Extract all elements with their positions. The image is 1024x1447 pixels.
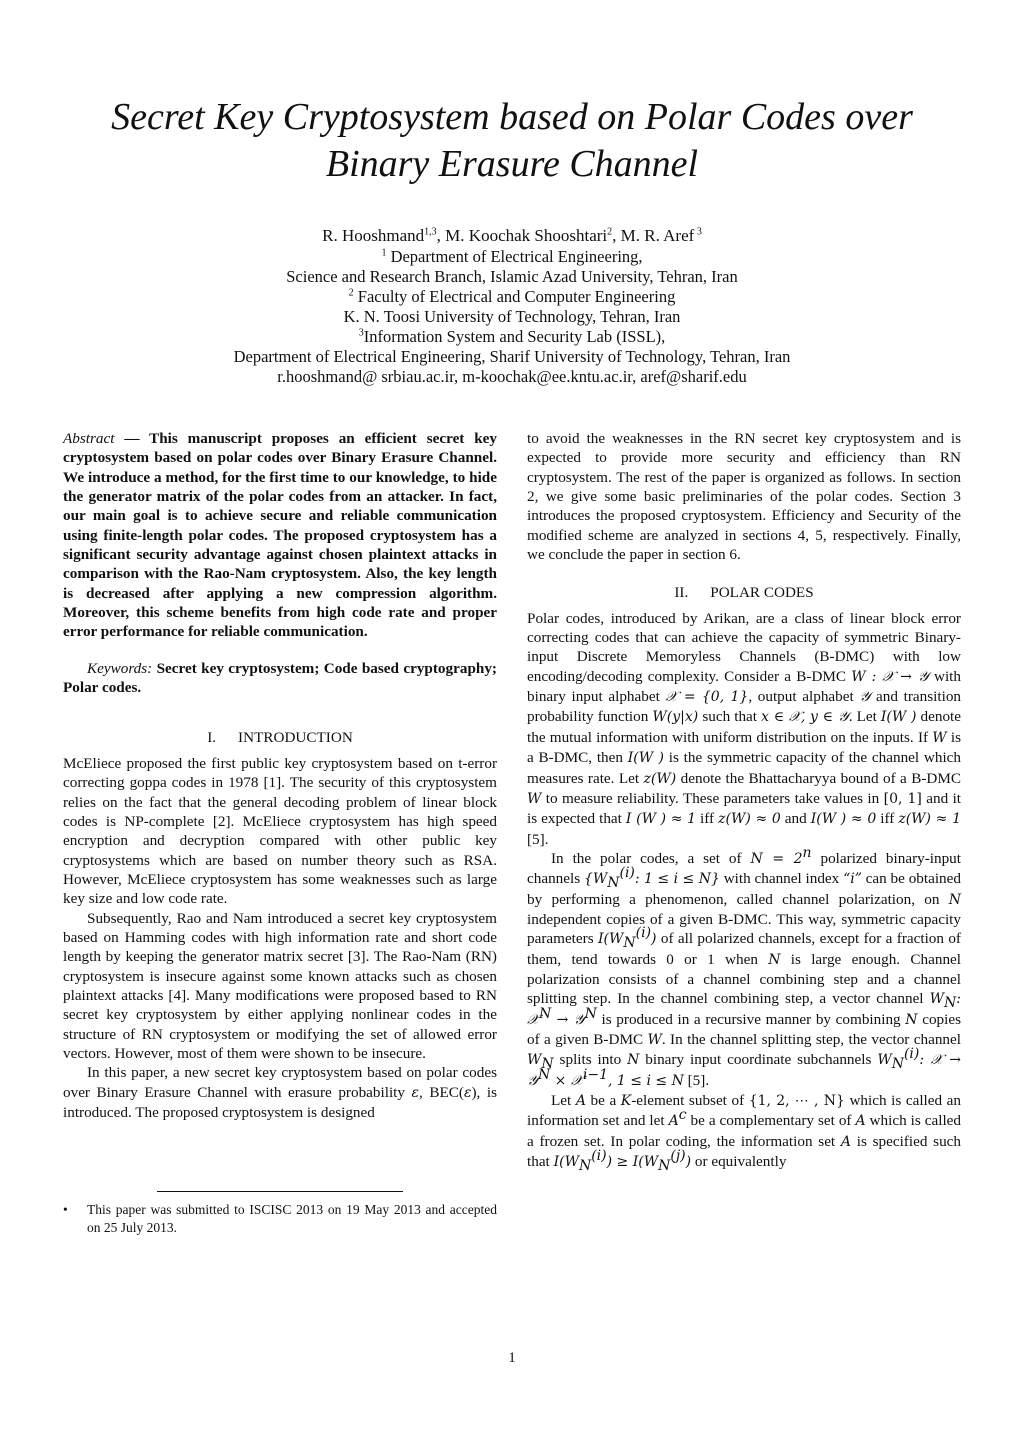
text-run: is produced in a recursive manner by combining [596, 1010, 906, 1028]
math-run: z(W) ≈ 1 [898, 811, 961, 828]
text-run: of all polarized channels, except for a fraction of them, tend towards 0 or 1 when [527, 930, 961, 968]
math-run: I (W ) ≈ 1 [625, 811, 697, 828]
footnote-rule [157, 1191, 403, 1192]
text-run: splits into [553, 1051, 628, 1069]
abstract-label: Abstract [63, 430, 115, 447]
intro-continued: to avoid the weaknesses in the RN secret key cryptosystem and is expected to provide more security and efficiency than RN cryptosystem. The rest of the paper is organized as follows. In section 2, we give some basic preliminaries of the polar codes. Section 3 introduces the proposed cryptosystem. Efficiency and Security of the modified scheme are analyzed in sections 4, 5, respectively. Finally, we conclude the paper in section 6. [527, 430, 961, 564]
text-run: to measure reliability. These parameters take values in [541, 789, 884, 807]
text-run: . Let [848, 708, 881, 726]
math-run: I(W [597, 931, 624, 948]
text-run: iff [876, 810, 899, 828]
math-sub: N [944, 995, 957, 1012]
affiliation-3-mark: 3 [358, 327, 364, 339]
math-run: z(W) ≈ 0 [718, 811, 781, 828]
math-run: A [575, 1093, 586, 1109]
math-sub: N [541, 1056, 554, 1073]
title-line-1: Secret Key Cryptosystem based on Polar Codes over [111, 96, 913, 138]
math-sup: (i) [619, 865, 635, 882]
intro-p3-part: ), is introduced. The proposed cryptosystem is designed [63, 1083, 497, 1121]
math-sub: N [658, 1158, 671, 1175]
math-run: [0, 1] [883, 790, 922, 807]
polar-paragraph-3 [527, 1091, 962, 1175]
text-run: and [780, 810, 811, 828]
math-run: → 𝒴 [551, 1011, 585, 1028]
abstract [63, 429, 497, 642]
math-run: , 1 ≤ i ≤ N [608, 1072, 684, 1089]
left-column [63, 429, 497, 1122]
text-run: and transition probability function [527, 688, 962, 726]
math-sup: c [678, 1107, 687, 1124]
polar-paragraph-2 [527, 844, 962, 1091]
math-run: ) [651, 931, 657, 948]
math-sup: N [584, 1005, 597, 1022]
math-run: I(W ) [627, 750, 665, 767]
math-run: × 𝒳 [550, 1072, 583, 1089]
author-1: R. Hooshmand [322, 226, 425, 245]
math-run: W(y|x) [652, 709, 699, 726]
text-run: and it is expected that [527, 789, 962, 828]
text-run: which is called an information set and let [527, 1092, 962, 1130]
math-run: I(W ) [880, 709, 917, 726]
math-epsilon: ε [463, 1084, 472, 1101]
math-sup: (i) [635, 925, 652, 942]
affiliation-3-text: Information System and Security Lab (ISSL), [363, 327, 666, 346]
math-sup: (i) [591, 1147, 607, 1164]
keywords-text: Secret key cryptosystem; Code based cryptography; Polar codes. [63, 659, 497, 697]
math-sup: N [537, 1066, 551, 1083]
text-run: is a B-DMC, then [527, 728, 961, 767]
math-run: W [527, 1052, 542, 1069]
math-run: A [855, 1113, 866, 1130]
math-run: N = 2 [750, 850, 803, 867]
math-run: W [527, 790, 542, 807]
text-run: , output alphabet [748, 688, 860, 706]
math-sup: N [539, 1005, 552, 1022]
affiliation-2b: K. N. Toosi University of Technology, Tehran, Iran [343, 307, 681, 326]
math-run: ) [685, 1154, 692, 1171]
math-run: W : 𝒳 → 𝒴 [851, 668, 929, 685]
math-run: W [877, 1052, 892, 1069]
math-run: A [840, 1133, 852, 1150]
abstract-text: — This manuscript proposes an efficient secret key cryptosystem based on polar codes over Binary Erasure Channel. We introduce a method, for the first time to our knowledge, to hide the generator matrix of the polar codes from an attacker. In fact, our main goal is to achieve secure and reliable communication using finite-length polar codes. The proposed cryptosystem has a significant security advantage against chosen plaintext attacks in comparison with the Rao-Nam cryptosystem. Also, the key length is decreased after applying a new compression algorithm. Moreover, this scheme benefits from high code rate and proper error performance for reliable communication. [63, 430, 497, 641]
section-1-heading [63, 728, 497, 747]
math-sub: N [578, 1158, 592, 1175]
affiliation-2-text: Faculty of Electrical and Computer Engineering [353, 287, 676, 306]
math-run: “i” [843, 871, 862, 888]
math-run: I(W [553, 1154, 579, 1171]
text-run: polarized binary-input channels [527, 849, 961, 888]
math-run: 𝒴 [859, 689, 871, 706]
math-run: W [932, 729, 947, 746]
affiliation-1-text: Department of Electrical Engineering, [386, 247, 643, 266]
affiliation-1-mark: 1 [381, 247, 387, 259]
text-run: In the polar codes, a set of [551, 849, 751, 867]
text-run: be a [585, 1092, 621, 1109]
text-run: denote the mutual information with uniform distribution on the inputs. If [527, 708, 962, 746]
math-run: 𝒳 = {0, 1} [665, 689, 749, 706]
math-sub: N [623, 935, 636, 952]
footnote-bullet: • [63, 1202, 68, 1217]
section-1-title: INTRODUCTION [238, 729, 353, 747]
right-column [527, 429, 962, 1175]
footnote [63, 1201, 497, 1236]
math-sub: N [607, 875, 620, 892]
affiliation-3 [40, 327, 984, 347]
text-run: or equivalently [691, 1153, 787, 1171]
math-run: ) ≥ I(W [606, 1154, 659, 1171]
intro-paragraph-1: McEliece proposed the first public key cryptosystem based on t-error correcting goppa codes in 1978 [1]. The security of this cryptosystem relies on the fact that the general decoding problem of linear block codes is NP-complete [2]. McEliece cryptosystem has high speed encryption and decryption compared with other public key cryptosystems which are based on number theory such as RSA. However, McEliece cryptosystem has some weaknesses such as large key size and low code rate. [63, 754, 497, 908]
keywords [63, 659, 497, 698]
math-run: W [647, 1031, 662, 1048]
text-run: binary input coordinate subchannels [639, 1051, 878, 1069]
affiliation-2 [40, 287, 984, 307]
author-emails: r.hooshmand@ srbiau.ac.ir, m-koochak@ee.kntu.ac.ir, aref@sharif.edu [277, 367, 747, 386]
math-run: N [905, 1011, 918, 1028]
intro-paragraph-2: Subsequently, Rao and Nam introduced a secret key cryptosystem based on Hamming codes with high information rate and short code length by keeping the generator matrix secret [3]. The Rao-Nam (RN) cryptosystem is insecure against some known attacks such as chosen plaintext attacks [4]. Many modifications were proposed based to RN secret key cryptosystem by either applying nonlinear codes in the structure of RN cryptosystem or modifying the set of allowed error vectors. However, most of them were shown to be insecure. [63, 909, 497, 1062]
page-number: 1 [508, 1350, 516, 1366]
text-run: denote the Bhattacharyya bound of a B-DMC [676, 769, 961, 787]
text-run: Let [551, 1092, 576, 1109]
math-run: A [668, 1113, 679, 1130]
text-run: with binary input alphabet [527, 667, 961, 706]
text-run: [5]. [527, 830, 549, 848]
text-run: Polar codes, introduced by Arikan, are a class of linear block error correcting codes that can achieve the capacity of symmetric Binary-input Discrete Memoryless Channels (B-DMC) with low encoding/decoding complexity. Consider a B-DMC [527, 609, 961, 685]
math-epsilon: ε [411, 1084, 420, 1101]
intro-paragraph-3 [63, 1063, 497, 1122]
intro-p3-part: In this paper, a new secret key cryptosystem based on polar codes over Binary Erasure Channel with erasure probability [63, 1064, 497, 1101]
affiliation-1 [40, 247, 984, 267]
text-run: such that [698, 708, 762, 726]
math-run: N [627, 1052, 640, 1069]
keywords-label: Keywords: [87, 659, 153, 677]
text-run: . In the channel splitting step, the vector channel [661, 1030, 961, 1048]
math-run: : 1 ≤ i ≤ N} [634, 871, 720, 888]
math-run: : 𝒳 [527, 991, 961, 1028]
affiliation-2-mark: 2 [348, 287, 354, 299]
math-run: {W [583, 871, 608, 888]
math-run: I(W ) ≈ 0 [810, 811, 877, 828]
author-3: , M. R. Aref [612, 226, 695, 245]
text-run: be a complementary set of [686, 1112, 856, 1130]
math-run: N [768, 951, 781, 968]
math-sup: n [802, 844, 812, 861]
math-sub: N [891, 1056, 904, 1073]
author-names [40, 226, 984, 246]
math-run: {1, 2, ⋯ , N} [748, 1093, 845, 1109]
math-run: x ∈ 𝒳, y ∈ 𝒴 [761, 709, 849, 726]
text-run: which is called a frozen set. In polar coding, the information set [527, 1112, 961, 1150]
math-sup: i−1 [582, 1066, 609, 1083]
text-run: is the symmetric capacity of the channel which measures rate. Let [527, 749, 961, 787]
paper-title [40, 94, 984, 188]
section-2-heading [527, 583, 961, 602]
math-run: W [929, 991, 945, 1008]
math-sup: (i) [903, 1046, 920, 1063]
text-run: is specified such that [527, 1132, 961, 1171]
text-run: is large enough. Channel polarization consists of a channel combining step and a channel splitting step. In the channel combining step, a vector channel [527, 950, 962, 1008]
polar-paragraph-1 [527, 609, 961, 849]
text-run: iff [696, 810, 719, 828]
affiliation-1b: Science and Research Branch, Islamic Azad University, Tehran, Iran [286, 267, 738, 286]
footnote-text: This paper was submitted to ISCISC 2013 on 19 May 2013 and accepted on 25 July 2013. [87, 1202, 497, 1235]
intro-p3-part: , BEC( [419, 1083, 464, 1101]
text-run: copies of a given B-DMC [527, 1010, 961, 1048]
math-sup: (j) [670, 1147, 686, 1164]
author-block [40, 226, 984, 387]
math-run: N [948, 891, 961, 908]
section-2-number: II. [674, 584, 689, 602]
title-line-2: Binary Erasure Channel [325, 143, 699, 185]
author-2: , M. Koochak Shooshtari [436, 226, 608, 245]
affiliation-3b: Department of Electrical Engineering, Sharif University of Technology, Tehran, Iran [233, 347, 791, 366]
section-2-title: POLAR CODES [710, 584, 814, 602]
author-2-affil: 2 [607, 226, 613, 238]
text-run: with channel index [719, 870, 844, 888]
section-1-number: I. [207, 729, 217, 747]
text-run: -element subset of [631, 1092, 749, 1109]
text-run: [5]. [683, 1071, 710, 1089]
author-3-affil: 3 [694, 226, 702, 238]
math-run: z(W) [643, 770, 677, 787]
math-run: K [620, 1093, 632, 1109]
author-1-affil: 1,3 [424, 226, 437, 238]
math-run: : 𝒳 → 𝒴 [527, 1052, 961, 1089]
text-run: can be obtained by performing a phenomenon, called channel polarization, on [527, 870, 961, 908]
text-run: independent copies of a given B-DMC. This way, symmetric capacity parameters [527, 910, 961, 948]
